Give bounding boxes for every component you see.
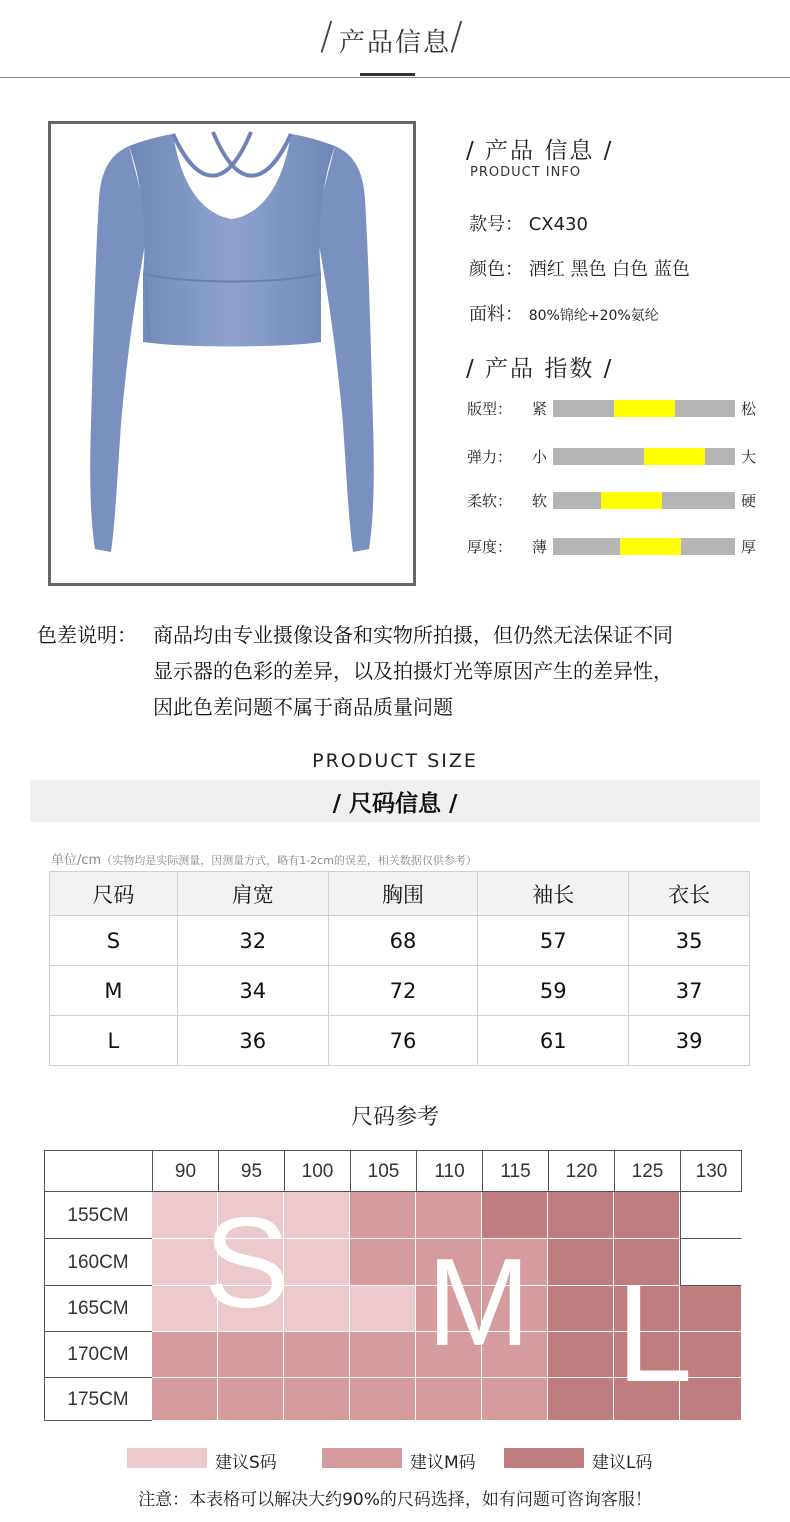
index-bar-fill xyxy=(601,492,662,509)
index-bar xyxy=(553,400,735,417)
unit-disclaimer: （实物均是实际测量，因测量方式，略有1-2cm的误差，相关数据仅供参考） xyxy=(101,854,477,867)
size-cell xyxy=(350,1332,416,1378)
size-table-row xyxy=(50,916,750,966)
size-table-body xyxy=(50,916,750,1066)
height-label: 165CM xyxy=(44,1286,152,1332)
size-table-row xyxy=(50,966,750,1016)
index-bar-fill xyxy=(614,400,675,417)
index-right-end: 厚 xyxy=(741,538,757,556)
height-label: 175CM xyxy=(44,1378,152,1421)
weight-header: 110 xyxy=(416,1150,482,1192)
size-cell xyxy=(152,1332,218,1378)
size-column-header: 肩宽 xyxy=(177,872,328,916)
size-cell xyxy=(548,1286,614,1332)
size-reference-grid xyxy=(44,1150,742,1421)
size-cell xyxy=(680,1192,742,1239)
size-cell xyxy=(614,1192,680,1239)
weight-header: 90 xyxy=(152,1150,218,1192)
size-title-cn: / 尺码信息 / xyxy=(332,791,458,817)
size-table-cell: 39 xyxy=(629,1016,750,1066)
style-label: 款号： xyxy=(469,214,523,235)
size-cell xyxy=(482,1378,548,1421)
product-info-heading: / 产品 信息 / xyxy=(466,138,614,164)
height-label: 170CM xyxy=(44,1332,152,1378)
color-note-label: 色差说明： xyxy=(37,623,137,647)
size-column-header: 尺码 xyxy=(50,872,178,916)
size-letter: S xyxy=(204,1192,290,1335)
index-left-end: 薄 xyxy=(532,538,548,556)
index-bar xyxy=(553,538,735,555)
legend-swatch xyxy=(322,1448,402,1468)
size-table-cell: 37 xyxy=(629,966,750,1016)
unit-note xyxy=(51,849,477,868)
product-info-subheading: PRODUCT INFO xyxy=(470,165,582,180)
weight-header: 130 xyxy=(680,1150,742,1192)
size-table-cell: 35 xyxy=(629,916,750,966)
weight-header: 105 xyxy=(350,1150,416,1192)
index-right-end: 硬 xyxy=(741,492,757,510)
color-value: 酒红 黑色 白色 蓝色 xyxy=(528,259,690,280)
size-table-cell: 32 xyxy=(177,916,328,966)
color-note-line3: 因此色差问题不属于商品质量问题 xyxy=(153,695,453,719)
size-cell xyxy=(218,1332,284,1378)
weight-header: 120 xyxy=(548,1150,614,1192)
size-cell xyxy=(350,1378,416,1421)
weight-header: 115 xyxy=(482,1150,548,1192)
size-table-cell: 68 xyxy=(328,916,478,966)
index-bar-fill xyxy=(620,538,681,555)
size-table-cell: 59 xyxy=(478,966,629,1016)
size-cell xyxy=(350,1239,416,1286)
size-cell xyxy=(284,1192,350,1239)
size-table-cell: 76 xyxy=(328,1016,478,1066)
size-table-cell: 72 xyxy=(328,966,478,1016)
size-reference-title: 尺码参考 xyxy=(350,1105,439,1130)
size-table xyxy=(49,871,750,1066)
index-bar-fill xyxy=(644,448,705,465)
size-cell xyxy=(218,1378,284,1421)
index-bar xyxy=(553,448,735,465)
height-label: 155CM xyxy=(44,1192,152,1239)
product-photo xyxy=(48,121,416,586)
size-cell xyxy=(548,1192,614,1239)
size-cell xyxy=(548,1378,614,1421)
size-cell xyxy=(284,1332,350,1378)
weight-header: 125 xyxy=(614,1150,680,1192)
size-table-cell: 61 xyxy=(478,1016,629,1066)
color-note-line2: 显示器的色彩的差异，以及拍摄灯光等原因产生的差异性， xyxy=(153,659,673,683)
size-column-header: 袖长 xyxy=(478,872,629,916)
size-letter: M xyxy=(427,1234,531,1372)
index-label: 柔软： xyxy=(467,492,513,510)
height-label: 160CM xyxy=(44,1239,152,1286)
garment-illustration xyxy=(51,124,413,583)
index-label: 弹力： xyxy=(467,448,513,466)
size-cell xyxy=(350,1286,416,1332)
unit-label: 单位/cm xyxy=(51,853,102,868)
index-right-end: 大 xyxy=(741,448,757,466)
size-cell xyxy=(548,1332,614,1378)
color-note-line1: 商品均由专业摄像设备和实物所拍摄，但仍然无法保证不同 xyxy=(153,623,673,647)
size-table-cell: M xyxy=(50,966,178,1016)
size-cell xyxy=(284,1286,350,1332)
legend-label: 建议M码 xyxy=(410,1453,476,1473)
size-table-cell: L xyxy=(50,1016,178,1066)
index-left-end: 紧 xyxy=(532,400,548,418)
size-column-header: 衣长 xyxy=(629,872,750,916)
size-table-cell: 36 xyxy=(177,1016,328,1066)
legend-swatch xyxy=(127,1448,207,1468)
header-slash-left: / xyxy=(320,14,333,58)
legend-swatch xyxy=(504,1448,584,1468)
color-label: 颜色： xyxy=(469,259,523,280)
fabric-row xyxy=(469,300,659,326)
weight-header: 95 xyxy=(218,1150,284,1192)
header-slash-right: / xyxy=(450,14,463,58)
weight-header: 100 xyxy=(284,1150,350,1192)
size-cell xyxy=(152,1378,218,1421)
index-right-end: 松 xyxy=(741,400,757,418)
index-bar xyxy=(553,492,735,509)
size-table-row xyxy=(50,1016,750,1066)
index-left-end: 小 xyxy=(532,448,548,466)
size-footnote: 注意：本表格可以解决大约90%的尺码选择，如有问题可咨询客服！ xyxy=(138,1490,652,1510)
style-number-row xyxy=(469,210,588,236)
size-cell xyxy=(284,1239,350,1286)
index-label: 厚度： xyxy=(467,538,513,556)
legend-label: 建议S码 xyxy=(215,1453,277,1473)
index-label: 版型： xyxy=(467,400,513,418)
grid-corner xyxy=(44,1150,152,1192)
size-cell xyxy=(284,1378,350,1421)
product-index-heading: / 产品 指数 / xyxy=(466,356,614,382)
index-left-end: 软 xyxy=(532,492,548,510)
fabric-value: 80%锦纶+20%氨纶 xyxy=(528,308,659,324)
legend-label: 建议L码 xyxy=(592,1453,653,1473)
size-letter: L xyxy=(616,1257,693,1411)
size-cell xyxy=(350,1192,416,1239)
size-table-cell: S xyxy=(50,916,178,966)
size-cell xyxy=(416,1378,482,1421)
color-row xyxy=(469,255,690,281)
style-value: CX430 xyxy=(528,214,588,235)
header-underline xyxy=(360,73,415,76)
size-title-en: PRODUCT SIZE xyxy=(312,750,478,772)
size-table-cell: 34 xyxy=(177,966,328,1016)
page-title: 产品信息 xyxy=(338,28,451,58)
fabric-label: 面料： xyxy=(469,304,523,325)
size-table-cell: 57 xyxy=(478,916,629,966)
size-cell xyxy=(548,1239,614,1286)
size-column-header: 胸围 xyxy=(328,872,478,916)
size-table-header xyxy=(50,872,750,916)
header-divider xyxy=(0,77,790,78)
